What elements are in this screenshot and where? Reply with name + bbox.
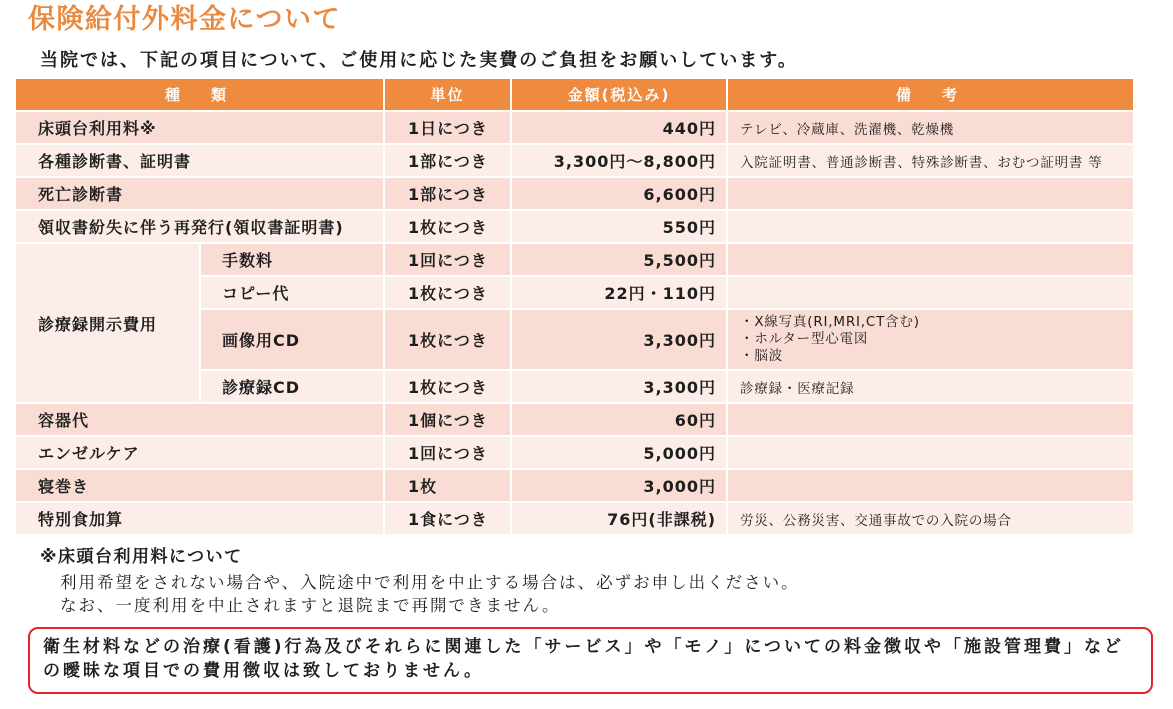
fee-row bbox=[16, 404, 1133, 435]
fee-price: 3,000円 bbox=[512, 470, 726, 501]
records-group-label: 診療録開示費用 bbox=[16, 244, 199, 402]
remark-line: ・X線写真(RI,MRI,CT含む) bbox=[740, 314, 920, 330]
fee-unit: 1枚につき bbox=[385, 371, 510, 402]
notice-box bbox=[28, 627, 1153, 694]
header-type: 種 類 bbox=[16, 79, 383, 110]
header-unit: 単位 bbox=[385, 79, 510, 110]
fee-row bbox=[16, 503, 1133, 534]
fee-unit: 1日につき bbox=[385, 112, 510, 143]
fee-item: 各種診断書、証明書 bbox=[16, 145, 383, 176]
fee-unit: 1枚につき bbox=[385, 211, 510, 242]
fee-item: 特別食加算 bbox=[16, 503, 383, 534]
fee-item: 容器代 bbox=[16, 404, 383, 435]
fee-price: 3,300円 bbox=[512, 371, 726, 402]
fee-unit: 1枚につき bbox=[385, 277, 510, 308]
fee-remarks bbox=[728, 470, 1133, 501]
fee-subitem: 手数料 bbox=[201, 244, 383, 275]
fee-unit: 1回につき bbox=[385, 437, 510, 468]
fee-unit: 1枚につき bbox=[385, 310, 510, 369]
note-heading: ※床頭台利用料について bbox=[40, 547, 243, 567]
fee-price: 550円 bbox=[512, 211, 726, 242]
fee-unit: 1回につき bbox=[385, 244, 510, 275]
fee-price: 76円(非課税) bbox=[512, 503, 726, 534]
notice-line: 衛生材料などの治療(看護)行為及びそれらに関連した「サービス」や「モノ」についての料金徴収や「施設管理費」など bbox=[43, 637, 1125, 657]
fee-remarks: テレビ、冷蔵庫、洗濯機、乾燥機 bbox=[728, 112, 1133, 143]
fee-subitem: 診療録CD bbox=[201, 371, 383, 402]
fee-price: 3,300円～8,800円 bbox=[512, 145, 726, 176]
header-remarks: 備 考 bbox=[728, 79, 1133, 110]
header-price: 金額(税込み) bbox=[512, 79, 726, 110]
fee-price: 440円 bbox=[512, 112, 726, 143]
fee-remarks bbox=[728, 310, 1133, 369]
fee-table bbox=[14, 77, 1135, 536]
fee-unit: 1部につき bbox=[385, 178, 510, 209]
remark-line: ・ホルター型心電図 bbox=[740, 331, 869, 347]
fee-price: 5,500円 bbox=[512, 244, 726, 275]
fee-remarks bbox=[728, 277, 1133, 308]
fee-row bbox=[16, 470, 1133, 501]
fee-row bbox=[16, 211, 1133, 242]
fee-row bbox=[16, 437, 1133, 468]
remark-line: ・脳波 bbox=[740, 348, 783, 364]
intro-text: 当院では、下記の項目について、ご使用に応じた実費のご負担をお願いしています。 bbox=[40, 50, 798, 71]
fee-price: 60円 bbox=[512, 404, 726, 435]
fee-price: 3,300円 bbox=[512, 310, 726, 369]
fee-item: 床頭台利用料※ bbox=[16, 112, 383, 143]
fee-item: 寝巻き bbox=[16, 470, 383, 501]
page-title: 保険給付外料金について bbox=[28, 4, 341, 35]
fee-price: 22円・110円 bbox=[512, 277, 726, 308]
fee-remarks bbox=[728, 211, 1133, 242]
fee-unit: 1部につき bbox=[385, 145, 510, 176]
fee-item: エンゼルケア bbox=[16, 437, 383, 468]
fee-unit: 1個につき bbox=[385, 404, 510, 435]
fee-price: 5,000円 bbox=[512, 437, 726, 468]
note-line: なお、一度利用を中止されますと退院まで再開できません。 bbox=[60, 596, 561, 615]
notice-line: の曖昧な項目での費用徴収は致しておりません。 bbox=[43, 661, 485, 681]
fee-subitem: コピー代 bbox=[201, 277, 383, 308]
fee-remarks bbox=[728, 178, 1133, 209]
fee-remarks: 労災、公務災害、交通事故での入院の場合 bbox=[728, 503, 1133, 534]
note-line: 利用希望をされない場合や、入院途中で利用を中止する場合は、必ずお申し出ください。 bbox=[60, 573, 800, 592]
fee-remarks bbox=[728, 437, 1133, 468]
fee-remarks: 診療録・医療記録 bbox=[728, 371, 1133, 402]
fee-remarks bbox=[728, 244, 1133, 275]
fee-remarks bbox=[728, 404, 1133, 435]
fee-unit: 1食につき bbox=[385, 503, 510, 534]
fee-remarks: 入院証明書、普通診断書、特殊診断書、おむつ証明書 等 bbox=[728, 145, 1133, 176]
header-row bbox=[16, 79, 1133, 110]
fee-row bbox=[16, 244, 1133, 275]
fee-unit: 1枚 bbox=[385, 470, 510, 501]
fee-subitem: 画像用CD bbox=[201, 310, 383, 369]
fee-price: 6,600円 bbox=[512, 178, 726, 209]
fee-row bbox=[16, 178, 1133, 209]
fee-item: 死亡診断書 bbox=[16, 178, 383, 209]
fee-row bbox=[16, 112, 1133, 143]
fee-row bbox=[16, 145, 1133, 176]
fee-item: 領収書紛失に伴う再発行(領収書証明書) bbox=[16, 211, 383, 242]
